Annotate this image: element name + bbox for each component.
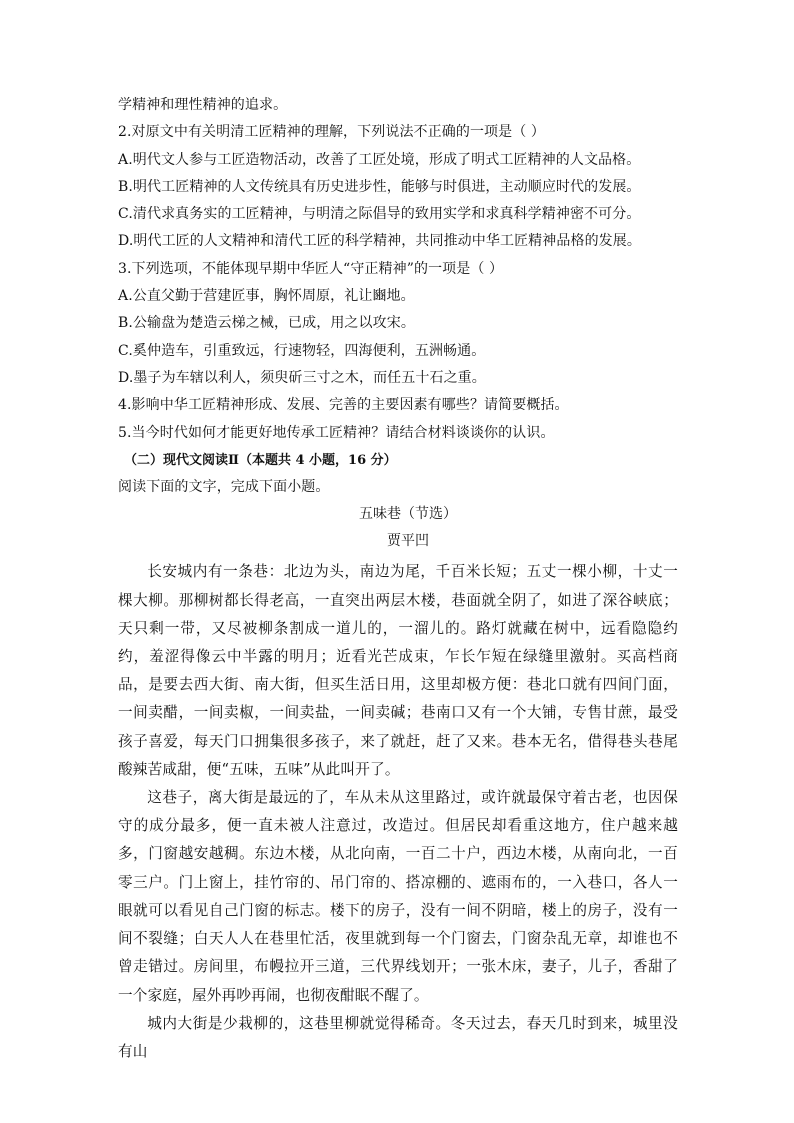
question-3-stem: 3.下列选项，不能体现早期中华匠人“守正精神”的一项是（ ） — [118, 260, 504, 277]
question-3-option-d: D.墨子为车辖以利人，须臾斫三寸之木，而任五十石之重。 — [118, 369, 486, 386]
passage-paragraph: 这巷子，离大街是最远的了，车从未从这里路过，或许就最保守着古老，也因保守的成分最多，便一直未被人注意过，改造过。但居民却看重这地方，住户越来越多，门窗越安越稠。东边木楼，从北向南，一百二十户，西边木楼，从南向北，一百零三户。门上窗上，挂竹帘的、吊门帘的、搭凉棚的、遮雨布的，一入巷口，各人一眼就可以看见自己门窗的标志。楼下的房子，没有一间不阴暗，楼上的房子，没有一间不裂缝；白天人人在巷里忙活，夜里就到每一个门窗去，门窗杂乱无章，却谁也不曾走错过。房间里，布幔拉开三道，三代界线划开；一张木床，妻子，儿子，香甜了一个家庭，屋外再吵再闹，也彻夜酣眠不醒了。 — [118, 789, 678, 1004]
intro-tail: 学精神和理性精神的追求。 — [118, 97, 288, 113]
question-3-option-a: A.公直父勤于营建匠事，胸怀周原，礼让豳地。 — [118, 288, 415, 305]
passage-body — [118, 558, 678, 1066]
passage-paragraph: 长安城内有一条巷：北边为头，南边为尾，千百米长短；五丈一棵小柳，十丈一棵大柳。那柳树都长得老高，一直突出两层木楼，巷面就全阴了，如进了深谷峡底；天只剩一带，又尽被柳条割成一道儿的，一溜儿的。路灯就藏在树中，远看隐隐约约，羞涩得像云中半露的明月；近看光芒成束，乍长乍短在绿缝里激射。买高档商品，是要去西大街、南大街，但买生活日用，这里却极方便：巷北口就有四间门面，一间卖醋，一间卖椒，一间卖盐，一间卖碱；巷南口又有一个大铺，专售甘蔗，最受孩子喜爱，每天门口拥集很多孩子，来了就赶，赶了又来。巷本无名，借得巷头巷尾酸辣苦咸甜，便“五味，五味”从此叫开了。 — [118, 563, 678, 778]
document-page — [118, 92, 678, 1066]
passage-author: 贾平凹 — [387, 533, 429, 550]
passage-title: 五味巷（节选） — [359, 506, 457, 523]
question-2-option-a: A.明代文人参与工匠造物活动，改善了工匠处境，形成了明式工匠精神的人文品格。 — [118, 151, 641, 168]
question-2-stem: 2.对原文中有关明清工匠精神的理解，下列说法不正确的一项是（ ） — [118, 124, 546, 141]
question-2-option-c: C.清代求真务实的工匠精神，与明清之际倡导的致用实学和求真科学精神密不可分。 — [118, 206, 641, 223]
section-heading: （二）现代文阅读Ⅱ（本题共 4 小题，16 分） — [124, 452, 397, 468]
question-4: 4.影响中华工匠精神形成、发展、完善的主要因素有哪些？请简要概括。 — [118, 397, 569, 414]
passage-paragraph: 城内大街是少栽柳的，这巷里柳就觉得稀奇。冬天过去，春天几时到来，城里没有山 — [118, 1014, 678, 1060]
question-3-option-b: B.公输盘为楚造云梯之械，已成，用之以攻宋。 — [118, 315, 415, 332]
question-3-option-c: C.奚仲造车，引重致远，行速物轻，四海便利，五洲畅通。 — [118, 342, 486, 359]
section-instruction: 阅读下面的文字，完成下面小题。 — [118, 479, 330, 496]
question-2-option-d: D.明代工匠的人文精神和清代工匠的科学精神，共同推动中华工匠精神品格的发展。 — [118, 233, 641, 250]
question-5: 5.当今时代如何才能更好地传承工匠精神？请结合材料谈谈你的认识。 — [118, 424, 555, 441]
question-2-option-b: B.明代工匠精神的人文传统具有历史进步性，能够与时俱进，主动顺应时代的发展。 — [118, 178, 641, 195]
